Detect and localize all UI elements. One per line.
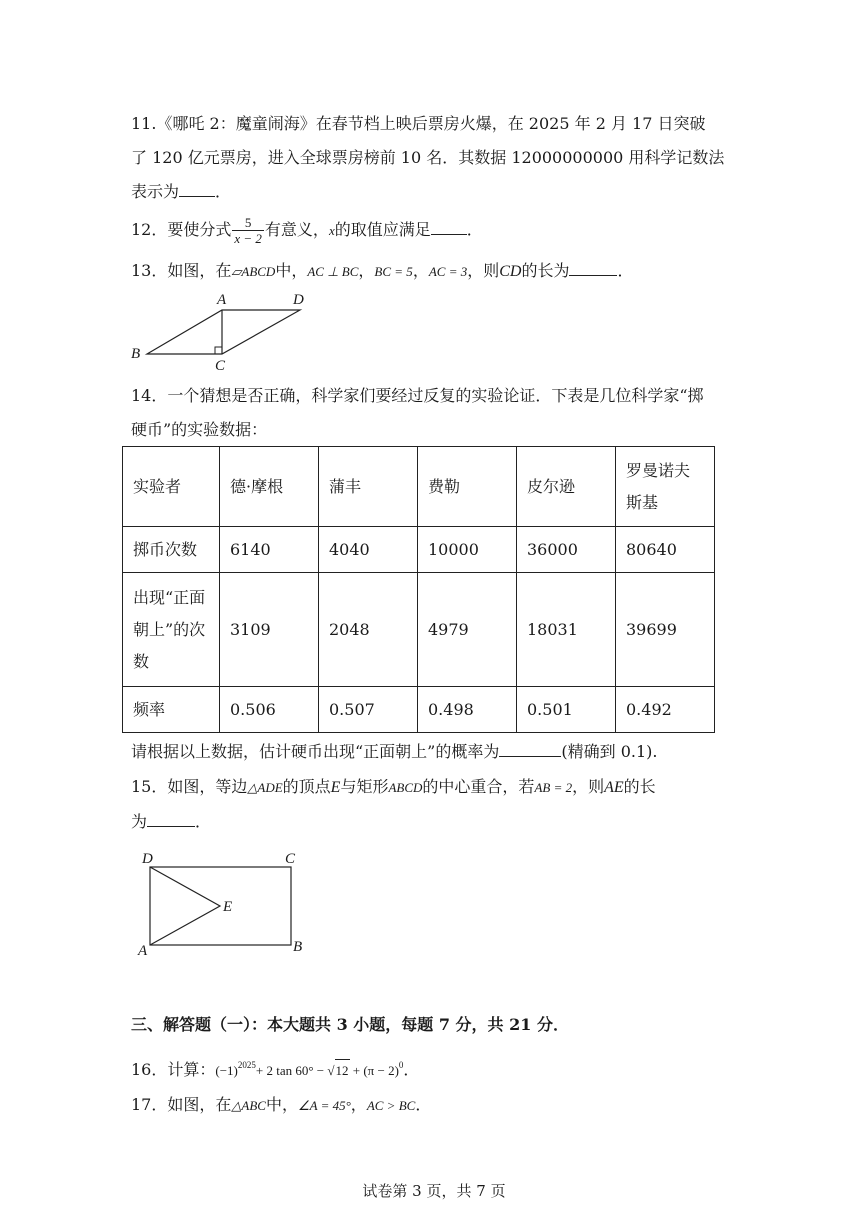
table-row-label: 频率: [123, 687, 220, 733]
table-cell: 0.492: [616, 687, 715, 733]
q13-question: 13．如图，在▱ABCD中，AC ⊥ BC，BC = 5，AC = 3，则CD的长为 ．: [131, 261, 634, 280]
q15-answer-blank[interactable]: [147, 812, 195, 827]
q15-label-a: A: [138, 943, 148, 959]
table-row-label: 出现“正面 朝上”的次 数: [123, 573, 220, 687]
table-header-cell: 费勒: [418, 447, 517, 527]
table-cell: 0.498: [418, 687, 517, 733]
q11-line2: 了 120 亿元票房，进入全球票房榜前 10 名．其数据 12000000000 用科学记数法: [131, 148, 725, 167]
q14-line2: 硬币”的实验数据：: [131, 420, 268, 439]
q11-line1: 11.《哪吒 2：魔童闹海》在春节档上映后票房火爆，在 2025 年 2 月 17 日突破: [131, 114, 706, 133]
q15-label-e: E: [223, 899, 233, 915]
table-cell: 2048: [319, 573, 418, 687]
q14-answer-blank[interactable]: [499, 742, 561, 757]
q12-answer-blank[interactable]: [431, 220, 467, 235]
table-cell: 80640: [616, 527, 715, 573]
q12-question: 12．要使分式 $\frac{5}{x - 2}$ 有意义，x的取值应满足 ．: [131, 215, 483, 246]
table-header-row: [123, 447, 715, 527]
table-cell: 3109: [220, 573, 319, 687]
q12-fraction: $\frac{5}{x - 2}$: [234, 215, 262, 246]
coin-toss-table: [122, 446, 715, 733]
q11-answer-blank[interactable]: [179, 182, 215, 197]
table-cell: 6140: [220, 527, 319, 573]
q11-answer-prefix: 表示为: [131, 182, 180, 201]
q13-answer-blank[interactable]: [569, 261, 617, 276]
page-footer: 试卷第 3 页，共 7 页: [362, 1182, 506, 1200]
table-header-cell: 蒲丰: [319, 447, 418, 527]
table-header-cell: 罗曼诺夫 斯基: [616, 447, 715, 527]
table-cell: 4040: [319, 527, 418, 573]
q13-parallelogram-figure: [125, 288, 325, 373]
table-header-cell: 实验者: [123, 447, 220, 527]
table-header-cell: 德·摩根: [220, 447, 319, 527]
table-row: [123, 527, 715, 573]
q16-question: 16．计算：$(-1)^{2025}+ 2$ $\tan 60^\circ - √12 + (\pi - 2)^0$．: [131, 1054, 419, 1082]
table-cell: 0.501: [517, 687, 616, 733]
q15-rectangle-figure: [130, 845, 330, 960]
q15-label-d: D: [142, 851, 153, 867]
q17-question: 17．如图，在△ABC中，∠A = 45°，AC > BC．: [131, 1095, 432, 1114]
section-3-heading: 三、解答题（一）：本大题共 3 小题，每题 7 分，共 21 分．: [131, 1015, 569, 1034]
q11-line3: 表示为 ．: [131, 182, 232, 201]
table-cell: 0.506: [220, 687, 319, 733]
q15-question: 15．如图，等边△ADE的顶点E与矩形ABCD的中心重合，若AB = 2，则AE的长: [131, 777, 656, 796]
q13-label-d: D: [293, 292, 304, 308]
table-header-cell: 皮尔逊: [517, 447, 616, 527]
table-row-label: 掷币次数: [123, 527, 220, 573]
q16-expression: $(-1)^{2025}+ 2$ $\tan 60^\circ - √12 + (\pi - 2)^0$: [215, 1063, 403, 1078]
q15-label-b: B: [293, 939, 303, 955]
q15-line2: 为 ．: [131, 812, 212, 831]
table-cell: 39699: [616, 573, 715, 687]
q14-line1: 14．一个猜想是否正确，科学家们要经过反复的实验论证．下表是几位科学家“掷: [131, 386, 704, 405]
table-cell: 18031: [517, 573, 616, 687]
q13-label-c: C: [215, 358, 226, 373]
q14-answer-line: 请根据以上数据，估计硬币出现“正面朝上”的概率为 (精确到 0.1).: [131, 742, 658, 761]
table-cell: 4979: [418, 573, 517, 687]
q13-label-b: B: [131, 346, 141, 362]
q13-label-a: A: [217, 292, 227, 308]
table-row: [123, 573, 715, 687]
table-cell: 10000: [418, 527, 517, 573]
table-cell: 36000: [517, 527, 616, 573]
table-row: [123, 687, 715, 733]
q15-label-c: C: [285, 851, 296, 867]
table-cell: 0.507: [319, 687, 418, 733]
